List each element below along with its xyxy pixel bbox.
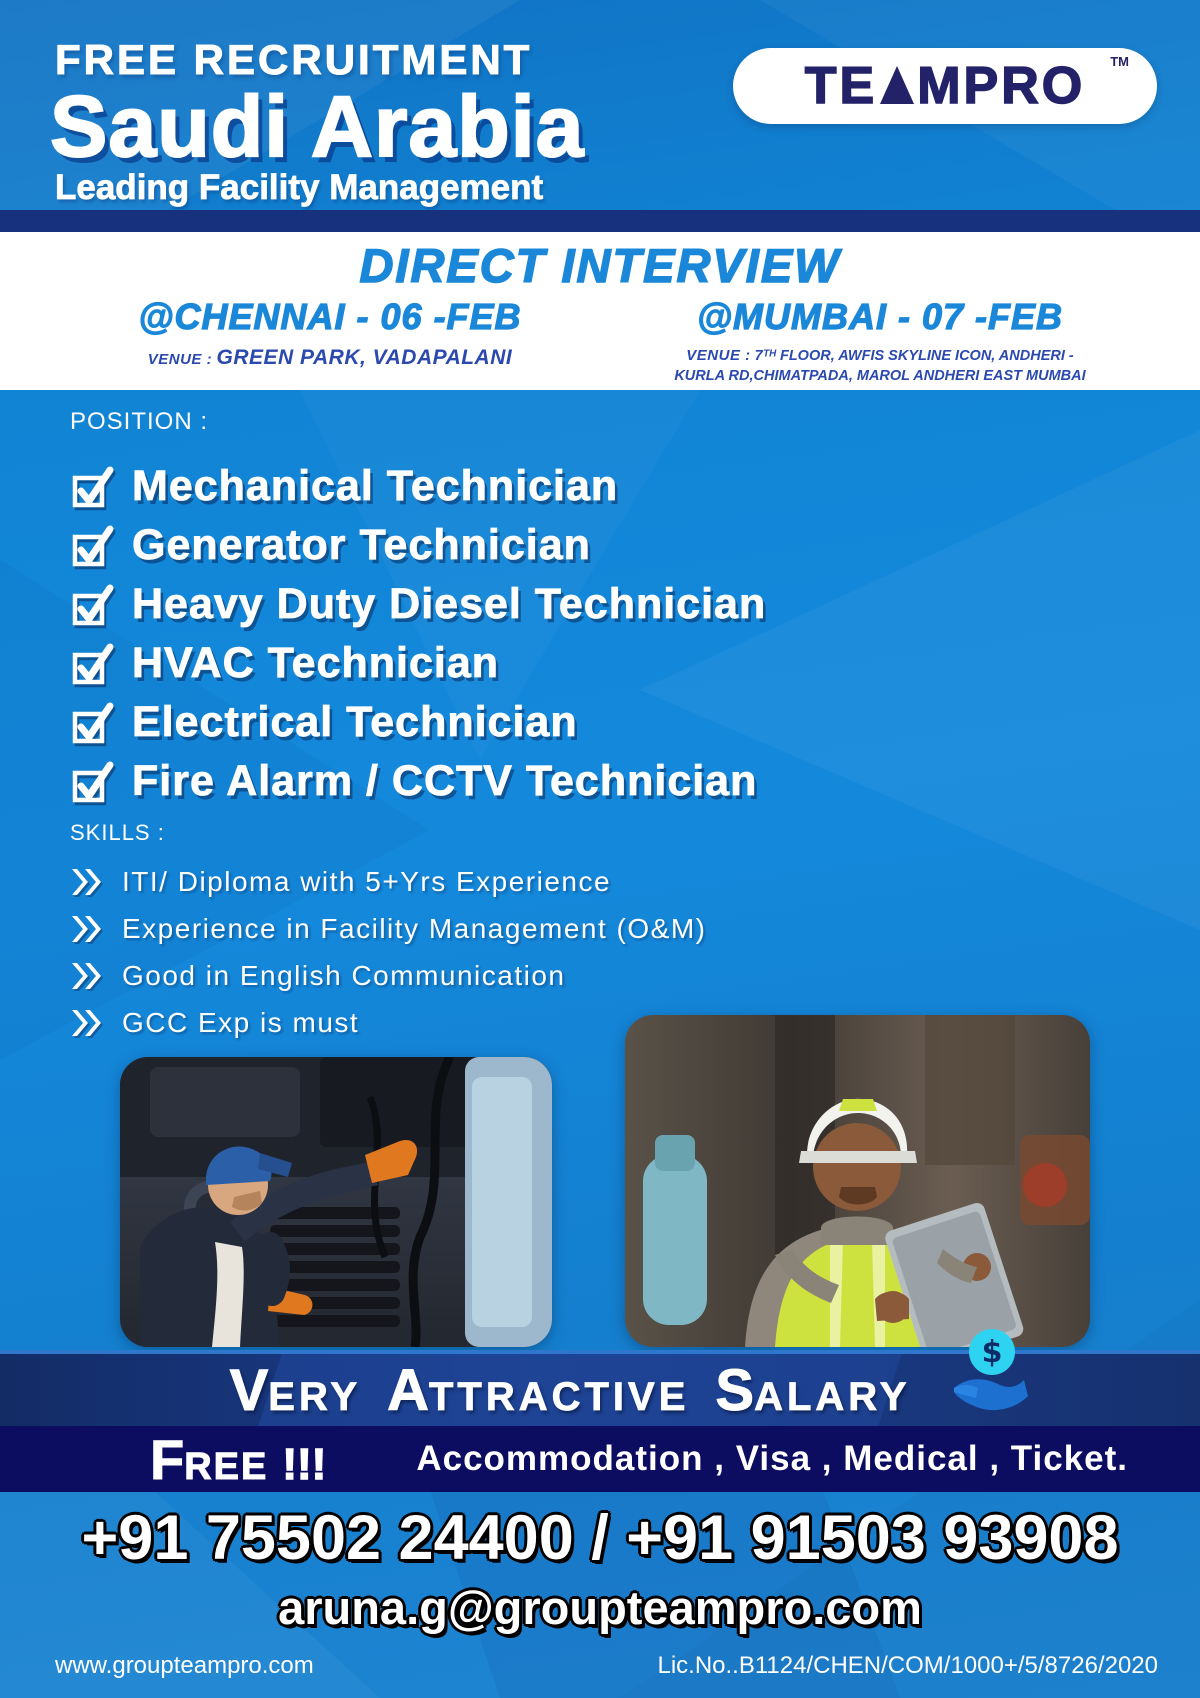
mumbai-interview-block: [600, 296, 1160, 386]
svg-text:$: $: [981, 1335, 1003, 1370]
mumbai-venue: [600, 346, 1160, 386]
phone-numbers: +91 75502 24400 / +91 91503 93908: [81, 1503, 1119, 1573]
position-item: [72, 639, 499, 688]
double-chevron-icon: [72, 1010, 102, 1036]
checkbox-check-icon: [72, 523, 114, 569]
teampro-logo-text: [804, 57, 1086, 115]
position-item: [72, 580, 766, 629]
mechanic-photo-illustration: [120, 1057, 552, 1347]
position-item: [72, 462, 618, 511]
chennai-city-date: @CHENNAI - 06 -FEB: [138, 296, 522, 337]
skill-item: [72, 913, 706, 945]
engineer-photo-illustration: [625, 1015, 1090, 1347]
chennai-interview-block: [60, 296, 600, 370]
position-section-label: POSITION :: [70, 408, 209, 435]
skill-item: [72, 960, 565, 992]
money-in-hand-icon: [948, 1326, 1030, 1422]
logo-part1: TE: [804, 57, 878, 115]
position-item: [72, 698, 578, 747]
salary-word: SALARY: [715, 1357, 911, 1423]
subtitle-facility-management: Leading Facility Management: [55, 168, 544, 207]
position-label-text: Electrical Technician: [132, 698, 578, 746]
double-chevron-icon: [72, 963, 102, 989]
mumbai-venue-line1: 7ᵀᴴ FLOOR, AWFIS SKYLINE ICON, ANDHERI -: [754, 348, 1074, 364]
license-number: Lic.No..B1124/CHEN/COM/1000+/5/8726/2020: [657, 1652, 1158, 1679]
mumbai-venue-label: VENUE :: [686, 347, 751, 364]
position-label-text: Mechanical Technician: [132, 462, 619, 510]
logo-part2: MPRO: [917, 57, 1086, 115]
chennai-venue-label: VENUE :: [147, 351, 213, 368]
position-label-text: HVAC Technician: [132, 639, 500, 687]
free-benefits-banner: [0, 1426, 1200, 1492]
skills-section-label: SKILLS :: [70, 820, 165, 845]
position-label-text: Generator Technician: [132, 521, 591, 569]
checkbox-check-icon: [72, 464, 114, 510]
triangle-a-icon: [880, 66, 914, 104]
mumbai-city-date: @MUMBAI - 07 -FEB: [696, 296, 1064, 337]
salary-word: VERY: [229, 1357, 362, 1423]
double-chevron-icon: [72, 916, 102, 942]
salary-word: ATTRACTIVE: [387, 1357, 690, 1423]
checkbox-check-icon: [72, 582, 114, 628]
email-address: aruna.g@groupteampro.com: [278, 1581, 922, 1634]
country-title: Saudi Arabia: [50, 79, 585, 175]
checkbox-check-icon: [72, 759, 114, 805]
website-url: www.groupteampro.com: [55, 1652, 314, 1679]
free-recruitment-title: FREE RECRUITMENT: [55, 36, 533, 83]
checkbox-check-icon: [72, 700, 114, 746]
position-item: [72, 521, 591, 570]
teampro-logo: [733, 48, 1157, 124]
double-chevron-icon: [72, 869, 102, 895]
free-label: F REE !!!: [150, 1427, 327, 1491]
trademark-symbol: TM: [1110, 54, 1129, 69]
skill-item: [72, 866, 611, 898]
position-label-text: Fire Alarm / CCTV Technician: [132, 757, 758, 805]
position-item: [72, 757, 757, 806]
chennai-venue: [60, 346, 600, 370]
chennai-venue-text: GREEN PARK, VADAPALANI: [216, 346, 513, 369]
direct-interview-title: DIRECT INTERVIEW: [359, 239, 841, 292]
photo-mechanic-working: [120, 1057, 552, 1347]
navy-divider-strip: [0, 210, 1200, 232]
position-label-text: Heavy Duty Diesel Technician: [132, 580, 767, 628]
skill-label-text: Good in English Communication: [122, 960, 566, 991]
mumbai-venue-line2: KURLA RD,CHIMATPADA, MAROL ANDHERI EAST MUMBAI: [674, 367, 1086, 384]
checkbox-check-icon: [72, 641, 114, 687]
skill-label-text: ITI/ Diploma with 5+Yrs Experience: [122, 866, 612, 897]
skill-item: [72, 1007, 359, 1039]
free-benefits-text: Accommodation , Visa , Medical , Ticket.: [416, 1439, 1129, 1478]
skill-label-text: GCC Exp is must: [122, 1007, 360, 1038]
skill-label-text: Experience in Facility Management (O&M): [122, 913, 707, 944]
photo-engineer-with-tablet: [625, 1015, 1090, 1347]
